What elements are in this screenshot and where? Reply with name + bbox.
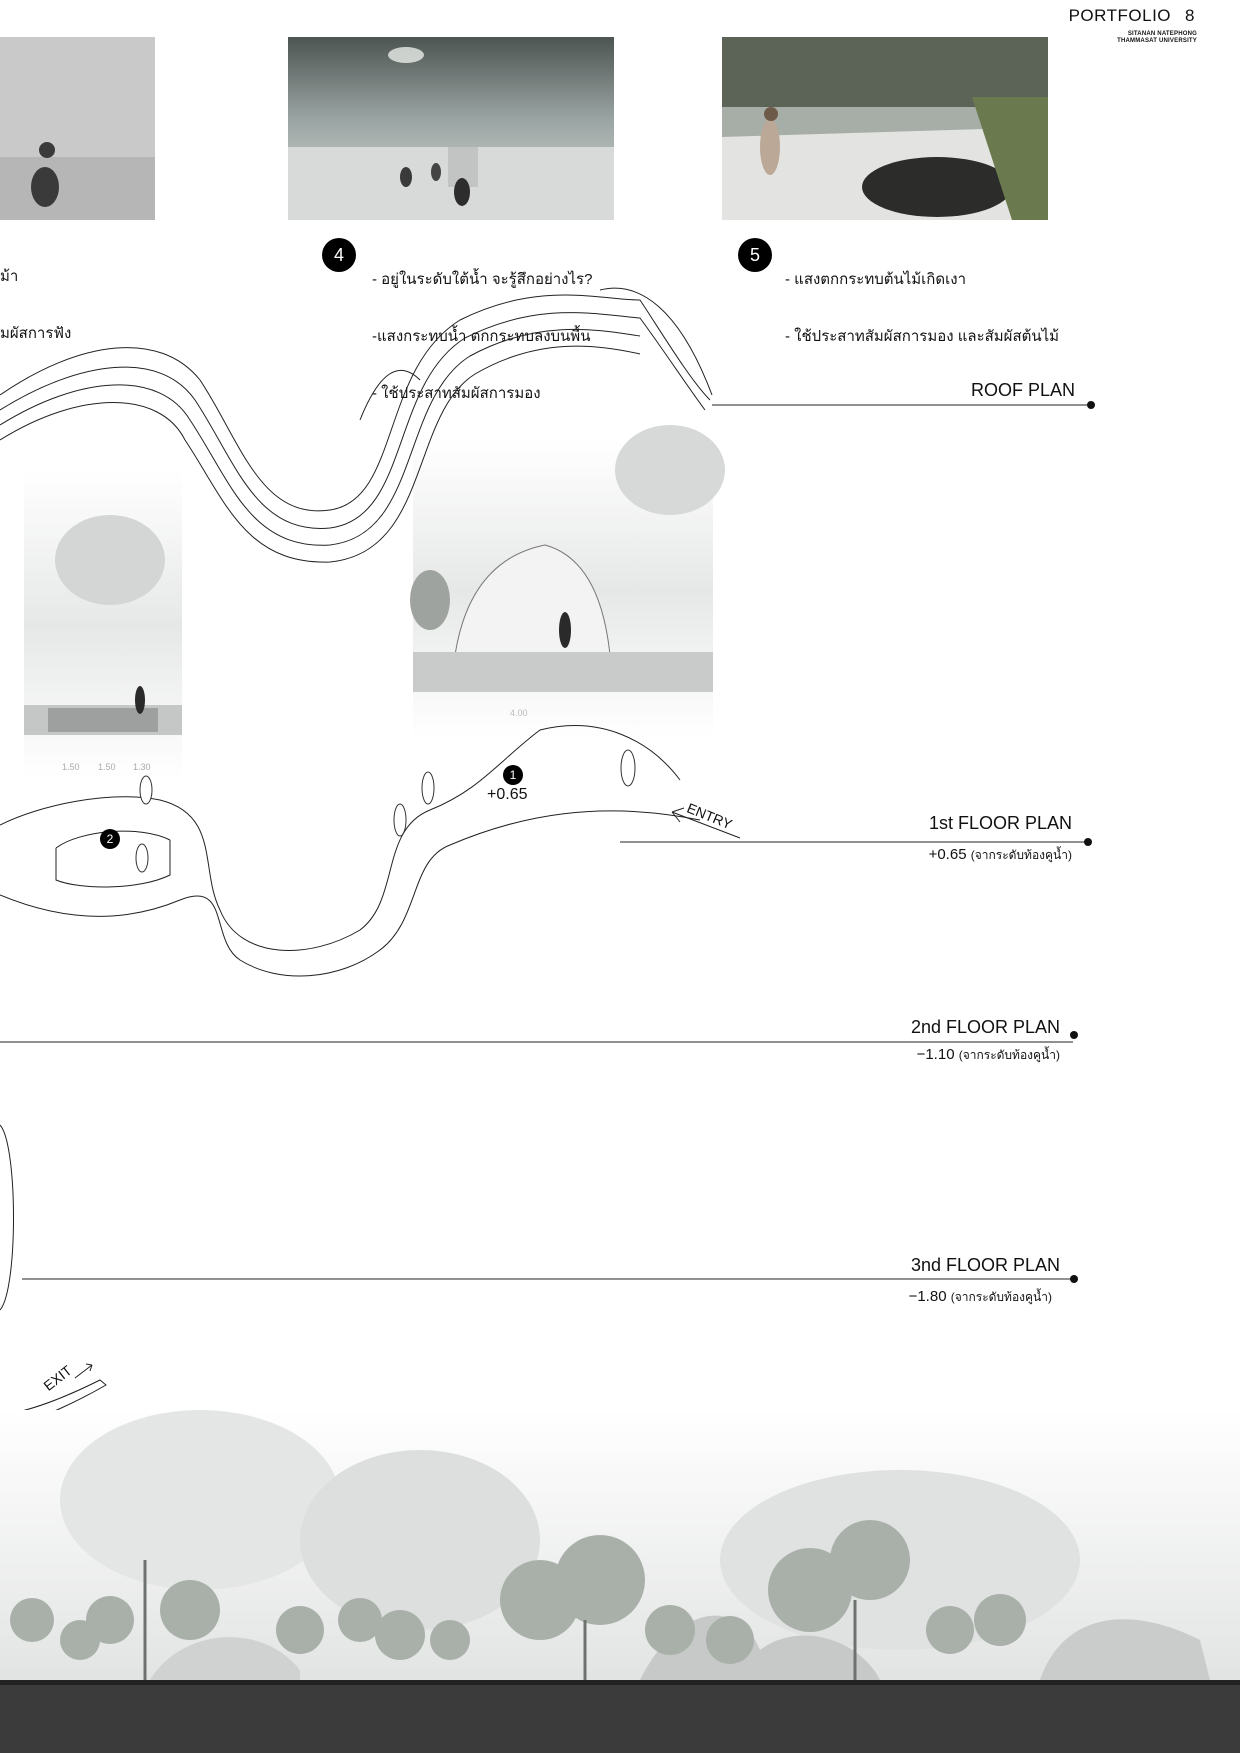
school-name: THAMMASAT UNIVERSITY (1117, 38, 1197, 44)
second-floor-elev-note: (จากระดับท้องคูน้ำ) (958, 1048, 1060, 1062)
caption-4-line-1: - อยู่ในระดับใต้น้ำ จะรู้สึกอย่างไร? (372, 271, 593, 288)
caption-5-line-2: - ใช้ประสาทสัมผัสการมอง และสัมผัสต้นไม้ (785, 328, 1060, 345)
second-floor-elevation (917, 1046, 1060, 1065)
caption-5-number: 5 (738, 238, 772, 272)
section-panel-right (410, 425, 725, 740)
caption-4-line-3: - ใช้ประสาทสัมผัสการมอง (372, 385, 541, 402)
marker-2: 2 (100, 829, 120, 849)
marker-1: 1 (503, 765, 523, 785)
dimension-1: 1.50 (62, 762, 80, 772)
page-number: 8 (1185, 6, 1195, 25)
exit-arrow (75, 1364, 92, 1378)
ground-mass (0, 1680, 1240, 1753)
caption-5-line-1: - แสงตกกระทบต้นไม้เกิดเงา (785, 271, 966, 288)
people-figures (136, 750, 635, 872)
third-floor-elev-note: (จากระดับท้องคูน้ำ) (950, 1290, 1052, 1304)
dimension-2: 1.50 (98, 762, 116, 772)
third-floor-dot (1070, 1275, 1078, 1283)
first-floor-elev-value: +0.65 (928, 846, 967, 863)
marker-1-elevation: +0.65 (487, 786, 528, 803)
author-name: SITANAN NATEPHONG (1127, 31, 1197, 37)
third-floor-elev-value: −1.80 (908, 1288, 947, 1305)
first-floor-elevation (929, 846, 1072, 865)
dimension-4: 4.00 (510, 708, 528, 718)
caption-4-number: 4 (322, 238, 356, 272)
first-floor-elev-note: (จากระดับท้องคูน้ำ) (970, 848, 1072, 862)
landscape-section (0, 1410, 1240, 1753)
section-panel-left (24, 470, 182, 780)
caption-3-line-2: มผัสการฟัง (0, 325, 72, 342)
roof-plan-dot (1087, 401, 1095, 409)
third-floor-elevation (909, 1288, 1052, 1307)
first-floor-dot (1084, 838, 1092, 846)
left-fragment-curve (0, 1125, 14, 1310)
first-floor-label: 1st FLOOR PLAN (928, 813, 1072, 833)
exit-label: EXIT (40, 1362, 75, 1394)
roof-plan-label: ROOF PLAN (970, 380, 1075, 400)
second-floor-elev-value: −1.10 (916, 1046, 955, 1063)
second-floor-label: 2nd FLOOR PLAN (910, 1017, 1060, 1037)
entry-label: ENTRY (684, 799, 735, 833)
second-floor-dot (1070, 1031, 1078, 1039)
third-floor-label: 3nd FLOOR PLAN (910, 1255, 1060, 1275)
caption-4-line-2: -แสงกระทบน้ำ ตกกระทบลงบนพื้น (372, 328, 591, 345)
dimension-3: 1.30 (133, 762, 151, 772)
caption-3-line-1: ม้า (0, 268, 19, 285)
portfolio-title: PORTFOLIO (1068, 6, 1172, 25)
